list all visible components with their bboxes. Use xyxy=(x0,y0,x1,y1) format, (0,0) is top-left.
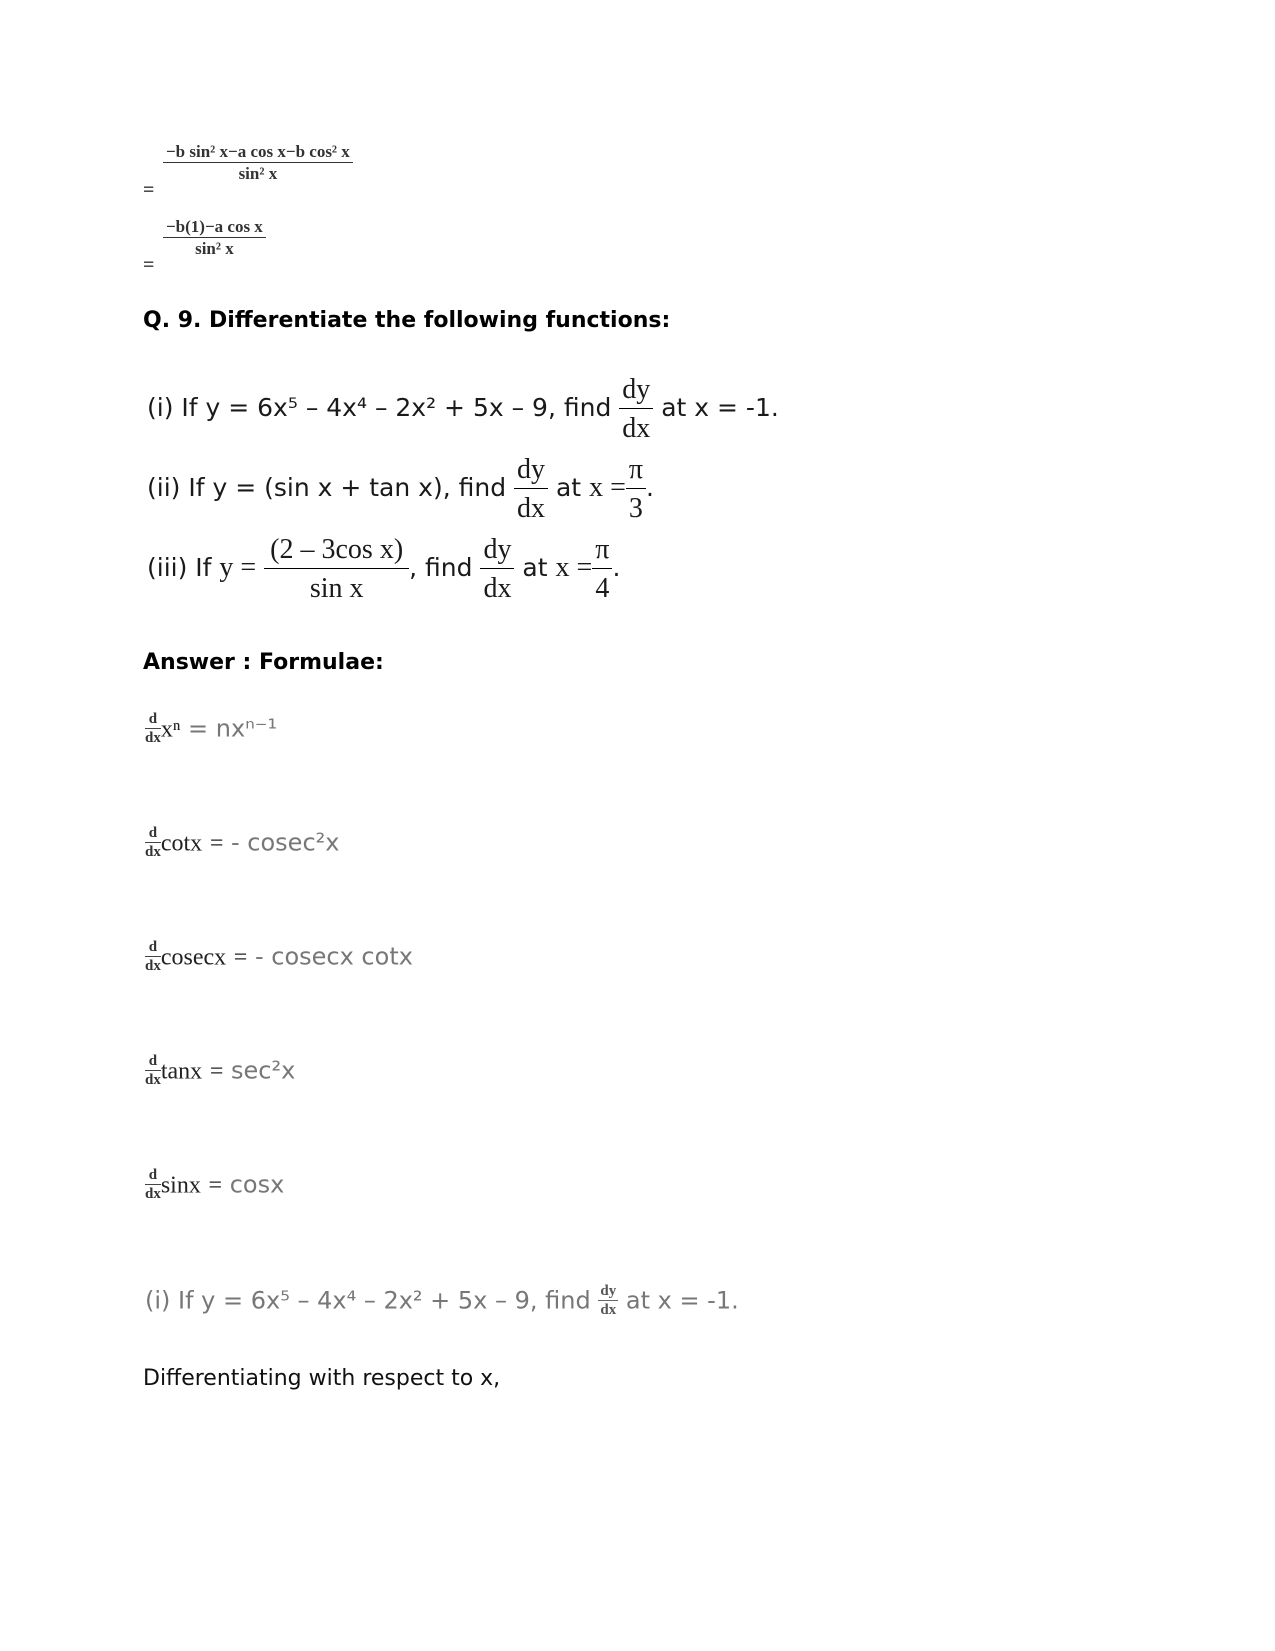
equals-sign: = xyxy=(188,714,209,743)
numerator: π xyxy=(626,452,646,489)
derivative: - cosec²x xyxy=(231,828,340,857)
pi-fraction xyxy=(626,452,646,526)
derivative: cosx xyxy=(229,1170,285,1199)
function-fraction xyxy=(264,532,409,606)
denominator: dx xyxy=(145,1071,161,1088)
answer-part-1-restatement xyxy=(145,1284,739,1319)
part-3-text: (iii) If xyxy=(147,553,212,582)
question-part-2 xyxy=(147,452,654,526)
denominator: sin² x xyxy=(195,238,234,258)
dy-dx-fraction xyxy=(480,532,514,606)
numerator: d xyxy=(145,712,161,729)
equals-sign: = xyxy=(233,944,248,971)
dy-dx-fraction xyxy=(514,452,548,526)
answer-heading: Answer : Formulae: xyxy=(143,650,384,675)
denominator: dx xyxy=(145,957,161,974)
equals-sign: = xyxy=(209,1058,224,1085)
equals-sign: = xyxy=(143,179,155,201)
at-word: at xyxy=(555,473,582,502)
y-equals: y = xyxy=(219,552,257,583)
equals-sign: = xyxy=(143,254,155,276)
derivative: nxⁿ⁻¹ xyxy=(215,714,278,743)
numerator: dy xyxy=(514,452,548,489)
function: cosecx xyxy=(160,944,227,971)
find-word: , find xyxy=(409,553,473,582)
numerator: dy xyxy=(480,532,514,569)
denominator: dx xyxy=(600,1301,617,1318)
numerator: π xyxy=(592,532,612,569)
at-word: at xyxy=(522,553,548,582)
equals-sign: = xyxy=(208,1172,223,1199)
period: . xyxy=(612,553,621,582)
part-1-text: (i) If y = 6x⁵ – 4x⁴ – 2x² + 5x – 9, find xyxy=(147,393,612,422)
numerator: d xyxy=(145,940,161,957)
denominator: 3 xyxy=(628,493,643,524)
numerator: dy xyxy=(619,372,653,409)
denominator: dx xyxy=(622,413,651,444)
derivative: sec²x xyxy=(231,1056,296,1085)
function: xⁿ xyxy=(160,716,181,743)
formula-sin xyxy=(145,1168,284,1203)
formula-cot xyxy=(145,826,339,861)
denominator: dx xyxy=(145,1185,161,1202)
question-heading: Q. 9. Differentiate the following functions: xyxy=(143,308,671,333)
denominator: dx xyxy=(517,493,546,524)
numerator: d xyxy=(145,826,161,843)
d-dx-operator xyxy=(145,826,161,861)
numerator: −b(1)−a cos x xyxy=(163,218,266,238)
function: sinx xyxy=(160,1172,201,1199)
pi-fraction xyxy=(592,532,612,606)
denominator: sin x xyxy=(309,573,364,604)
fraction xyxy=(163,143,353,183)
d-dx-operator xyxy=(145,712,161,747)
denominator: dx xyxy=(483,573,512,604)
part-1-text: (i) If y = 6x⁵ – 4x⁴ – 2x² + 5x – 9, find xyxy=(145,1286,591,1315)
question-part-3 xyxy=(147,532,620,606)
formula-cosec xyxy=(145,940,413,975)
top-equation-1 xyxy=(143,142,353,201)
d-dx-operator xyxy=(145,1168,161,1203)
denominator: dx xyxy=(145,729,161,746)
numerator: dy xyxy=(600,1283,617,1299)
part-1-condition: at x = -1. xyxy=(661,393,779,422)
numerator: d xyxy=(145,1054,161,1071)
d-dx-operator xyxy=(145,940,161,975)
dy-dx-fraction xyxy=(619,372,653,446)
question-part-1 xyxy=(147,372,779,446)
numerator: d xyxy=(145,1168,161,1185)
denominator: sin² x xyxy=(238,163,278,183)
dy-dx-fraction xyxy=(598,1284,618,1319)
fraction xyxy=(163,218,266,258)
part-2-text: (ii) If y = (sin x + tan x), find xyxy=(147,473,507,502)
d-dx-operator xyxy=(145,1054,161,1089)
numerator: (2 – 3cos x) xyxy=(264,532,409,569)
denominator: 4 xyxy=(595,573,610,604)
denominator: dx xyxy=(145,843,161,860)
part-1-condition: at x = -1. xyxy=(625,1286,739,1315)
period: . xyxy=(646,473,654,502)
numerator: −b sin² x−a cos x−b cos² x xyxy=(163,143,353,163)
top-equation-2 xyxy=(143,217,266,276)
differentiating-note: Differentiating with respect to x, xyxy=(143,1366,501,1391)
function: cotx xyxy=(160,830,203,857)
derivative: - cosecx cotx xyxy=(254,942,413,971)
formula-tan xyxy=(145,1054,295,1089)
x-equals: x = xyxy=(589,472,626,503)
x-equals: x = xyxy=(555,552,593,583)
formula-power-rule xyxy=(145,712,277,747)
function: tanx xyxy=(160,1058,203,1085)
equals-sign: = xyxy=(209,830,224,857)
